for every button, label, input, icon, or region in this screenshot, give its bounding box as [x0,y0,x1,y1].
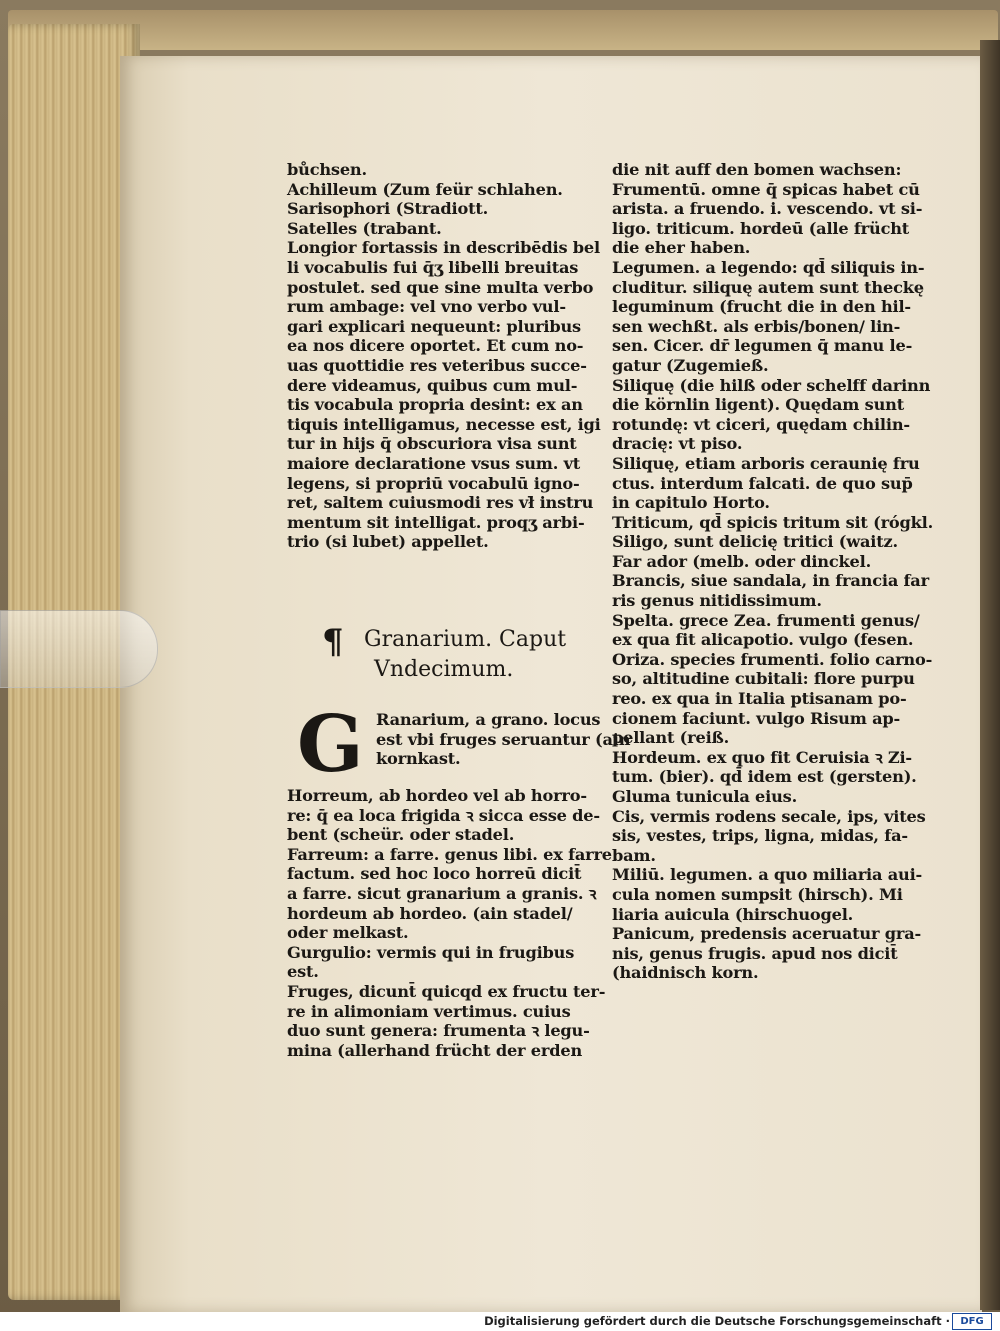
text-line: die nit auff den bomen wachsen: [612,160,902,179]
text-line: Siligo, sunt delicię tritici (waitz. [612,532,898,552]
text-line: legens, si propriū vocabulū igno- [287,473,580,493]
text-line: Legumen. a legendo: qd̄ siliquis in- [612,257,925,277]
text-line: Triticum, qd̄ spicis tritum sit (rógkl. [612,512,934,532]
text-line: oder melkast. [287,923,409,943]
right-column [612,160,944,983]
left-column-top [287,160,617,552]
text-line: kornkast. [376,749,461,769]
text-line: Horreum, ab hordeo vel ab horro- [287,786,587,805]
text-line: Cis, vermis rodens secale, ips, vites [612,806,926,826]
text-line: so, altitudine cubitali: flore purpu [612,669,915,689]
text-line: ea nos dicere oportet. Et cum no- [287,336,584,356]
text-line: tis vocabula propria desint: ex an [287,395,583,415]
text-line: cionem faciunt. vulgo Risum ap- [612,708,901,728]
text-line: rotundę: vt ciceri, quędam chilin- [612,414,910,434]
left-column-bottom [287,786,617,1060]
text-line: dracię: vt piso. [612,434,743,454]
text-line: Brancis, siue sandala, in francia far [612,571,929,591]
text-line: maiore declaratione vsus sum. vt [287,453,581,473]
text-line: pellant (reiß. [612,728,730,748]
text-line: postulet. sed que sine multa verbo [287,277,594,297]
text-line: Gluma tunicula eius. [612,787,798,806]
text-line: die körnlin ligent). Quędam sunt [612,395,904,415]
text-line: hordeum ab hordeo. (ain stadel/ [287,903,573,923]
text-line: Hordeum. ex quo fit Ceruisia ꝛ Zi- [612,747,912,767]
text-line: Gurgulio: vermis qui in frugibus [287,942,575,962]
text-line: factum. sed hoc loco horreū dicit̄ [287,864,582,884]
text-line: Miliū. legumen. a quo miliaria aui- [612,865,923,885]
text-line: a farre. sicut granarium a granis. ꝛ [287,883,597,903]
text-line: cula nomen sumpsit (hirsch). Mi [612,884,903,904]
text-line: duo sunt genera: frumenta ꝛ legu- [287,1021,590,1041]
text-line: Sarisophori (Stradiott. [287,199,489,219]
text-line: cluditur. siliquę autem sunt theckę [612,277,924,297]
text-line: dere videamus, quibus cum mul- [287,375,578,395]
text-line: sis, vestes, trips, ligna, midas, fa- [612,826,908,846]
text-line: uas quottidie res veteribus succe- [287,355,587,375]
text-line: die eher haben. [612,238,751,258]
text-line: nis, genus frugis. apud nos dicit̄ [612,943,898,963]
text-line: ret, saltem cuiusmodi res vł̄ instru [287,493,594,513]
text-line: reo. ex qua in Italia ptisanam po- [612,689,907,709]
text-line: bůchsen. [287,160,367,179]
text-line: sen wechßt. als erbis/bonen/ lin- [612,316,901,336]
footer-credit-text: Digitalisierung gefördert durch die Deutsche Forschungsgemeinschaft · [484,1314,950,1328]
text-line: ctus. interdum falcati. de quo sup̄ [612,473,913,493]
text-line: sen. Cicer. dr̄ legumen q̄ manu le- [612,336,913,356]
text-line: ligo. triticum. hordeū (alle frücht [612,218,910,238]
text-line: Spelta. grece Zea. frumenti genus/ [612,610,920,630]
text-line: re: q̄ ea loca frigida ꝛ sicca esse de- [287,805,600,825]
text-line: tiquis intelligamus, necesse est, igi [287,414,601,434]
text-line: bam. [612,845,656,865]
text-line: Panicum, predensis aceruatur gra- [612,924,922,944]
text-line: arista. a fruendo. i. vescendo. vt si- [612,199,923,219]
text-line: leguminum (frucht die in den hil- [612,297,911,317]
text-line: tum. (bier). qd̄ idem est (gersten). [612,767,917,787]
text-line: mentum sit intelligat. proqʒ arbi- [287,512,585,532]
left-column-indented-paragraph [376,710,631,769]
text-line: est vbi fruges seruantur (ain [376,729,631,749]
drop-initial: G [297,699,364,790]
text-line: Satelles (trabant. [287,218,442,238]
digitization-footer [0,1312,1000,1331]
text-line: Siliquę (die hilß oder schelff darinn [612,375,931,395]
text-line: Achilleum (Zum feür schlahen. [287,179,563,199]
text-line: ex qua fit alicapotio. vulgo (fesen. [612,630,914,650]
text-line: Oriza. species frumenti. folio carno- [612,649,933,669]
text-line: gatur (Zugemieß. [612,355,769,375]
text-line: bent (scheür. oder stadel. [287,825,515,845]
text-line: re in alimoniam vertimus. cuius [287,1001,571,1021]
text-line: tur in hijs q̄ obscuriora visa sunt [287,434,577,454]
text-line: liaria auicula (hirschuogel. [612,904,854,924]
text-line: est. [287,962,319,982]
text-line: trio (si lubet) appellet. [287,532,489,552]
text-line: Far ador (melb. oder dinckel. [612,551,872,571]
text-line: Ranarium, a grano. locus [376,710,601,729]
book-binding-edge [980,40,1000,1310]
text-line: Siliquę, etiam arboris ceraunię fru [612,453,920,473]
text-line: rum ambage: vel vno verbo vul- [287,297,566,317]
pilcrow-mark: ¶ [322,622,344,662]
text-line: Frumentū. omne q̄ spicas habet cū [612,179,920,199]
book-top-edge [8,10,998,50]
text-line: gari explicari nequeunt: pluribus [287,316,581,336]
text-line: Farreum: a farre. genus libi. ex farre [287,844,612,864]
text-line: Longior fortassis in describēdis bel [287,238,600,258]
text-line: in capitulo Horto. [612,493,770,513]
text-line: (haidnisch korn. [612,963,759,983]
chapter-heading-line-2: Vndecimum. [374,657,514,682]
text-line: ris genus nitidissimum. [612,591,822,611]
glass-page-clip [0,610,158,688]
text-line: mina (allerhand frücht der erden [287,1040,583,1060]
text-line: Fruges, dicunt̄ quicqd ex fructu ter- [287,981,606,1001]
chapter-heading-line-1: Granarium. Caput [364,627,567,652]
dfg-logo: DFG [952,1313,992,1330]
text-line: li vocabulis fui q̄ʒ libelli breuitas [287,257,579,277]
